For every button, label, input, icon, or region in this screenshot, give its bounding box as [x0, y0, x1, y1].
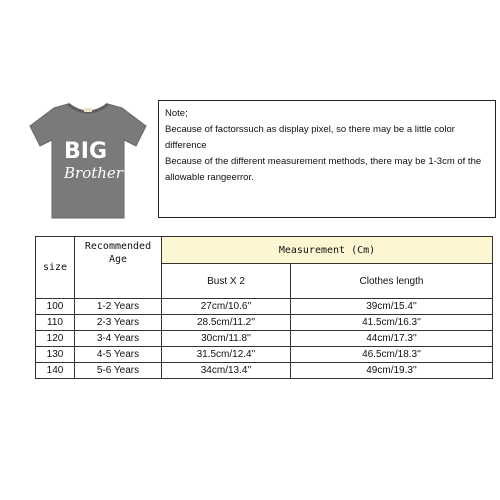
cell-size: 120 [36, 331, 75, 347]
cell-size: 100 [36, 299, 75, 315]
cell-size: 130 [36, 347, 75, 363]
cell-size: 140 [36, 363, 75, 379]
header-recommended-age: Recommended Age [75, 237, 162, 299]
cell-length: 49cm/19.3'' [291, 363, 493, 379]
cell-bust: 34cm/13.4'' [162, 363, 291, 379]
cell-length: 41.5cm/16.3'' [291, 315, 493, 331]
note-title: Note; [165, 108, 188, 119]
note-line-measurement: Because of the different measurement methods, there may be 1-3cm of the allowable rangeerror. [165, 156, 482, 183]
cell-bust: 31.5cm/12.4'' [162, 347, 291, 363]
cell-bust: 28.5cm/11.2'' [162, 315, 291, 331]
cell-size: 110 [36, 315, 75, 331]
cell-age: 3-4 Years [75, 331, 162, 347]
cell-age: 2-3 Years [75, 315, 162, 331]
size-table [35, 236, 493, 379]
product-image [24, 96, 152, 224]
cell-bust: 30cm/11.8'' [162, 331, 291, 347]
tshirt-icon [24, 96, 152, 224]
cell-age: 4-5 Years [75, 347, 162, 363]
table-row [36, 331, 493, 347]
header-measurement: Measurement (Cm) [162, 237, 493, 264]
shirt-text-brother: Brother [64, 164, 123, 182]
note-line-color: Because of factorssuch as display pixel, so there may be a little color difference [165, 124, 455, 151]
cell-bust: 27cm/10.6'' [162, 299, 291, 315]
header-size: size [36, 237, 75, 299]
cell-length: 44cm/17.3'' [291, 331, 493, 347]
table-row [36, 347, 493, 363]
note-box [158, 100, 496, 218]
header-bust: Bust X 2 [162, 264, 291, 299]
cell-length: 46.5cm/18.3'' [291, 347, 493, 363]
shirt-text-big: BIG [64, 139, 108, 164]
cell-age: 5-6 Years [75, 363, 162, 379]
cell-length: 39cm/15.4'' [291, 299, 493, 315]
header-clothes-length: Clothes length [291, 264, 493, 299]
cell-age: 1-2 Years [75, 299, 162, 315]
table-row [36, 363, 493, 379]
table-row [36, 315, 493, 331]
table-row [36, 299, 493, 315]
